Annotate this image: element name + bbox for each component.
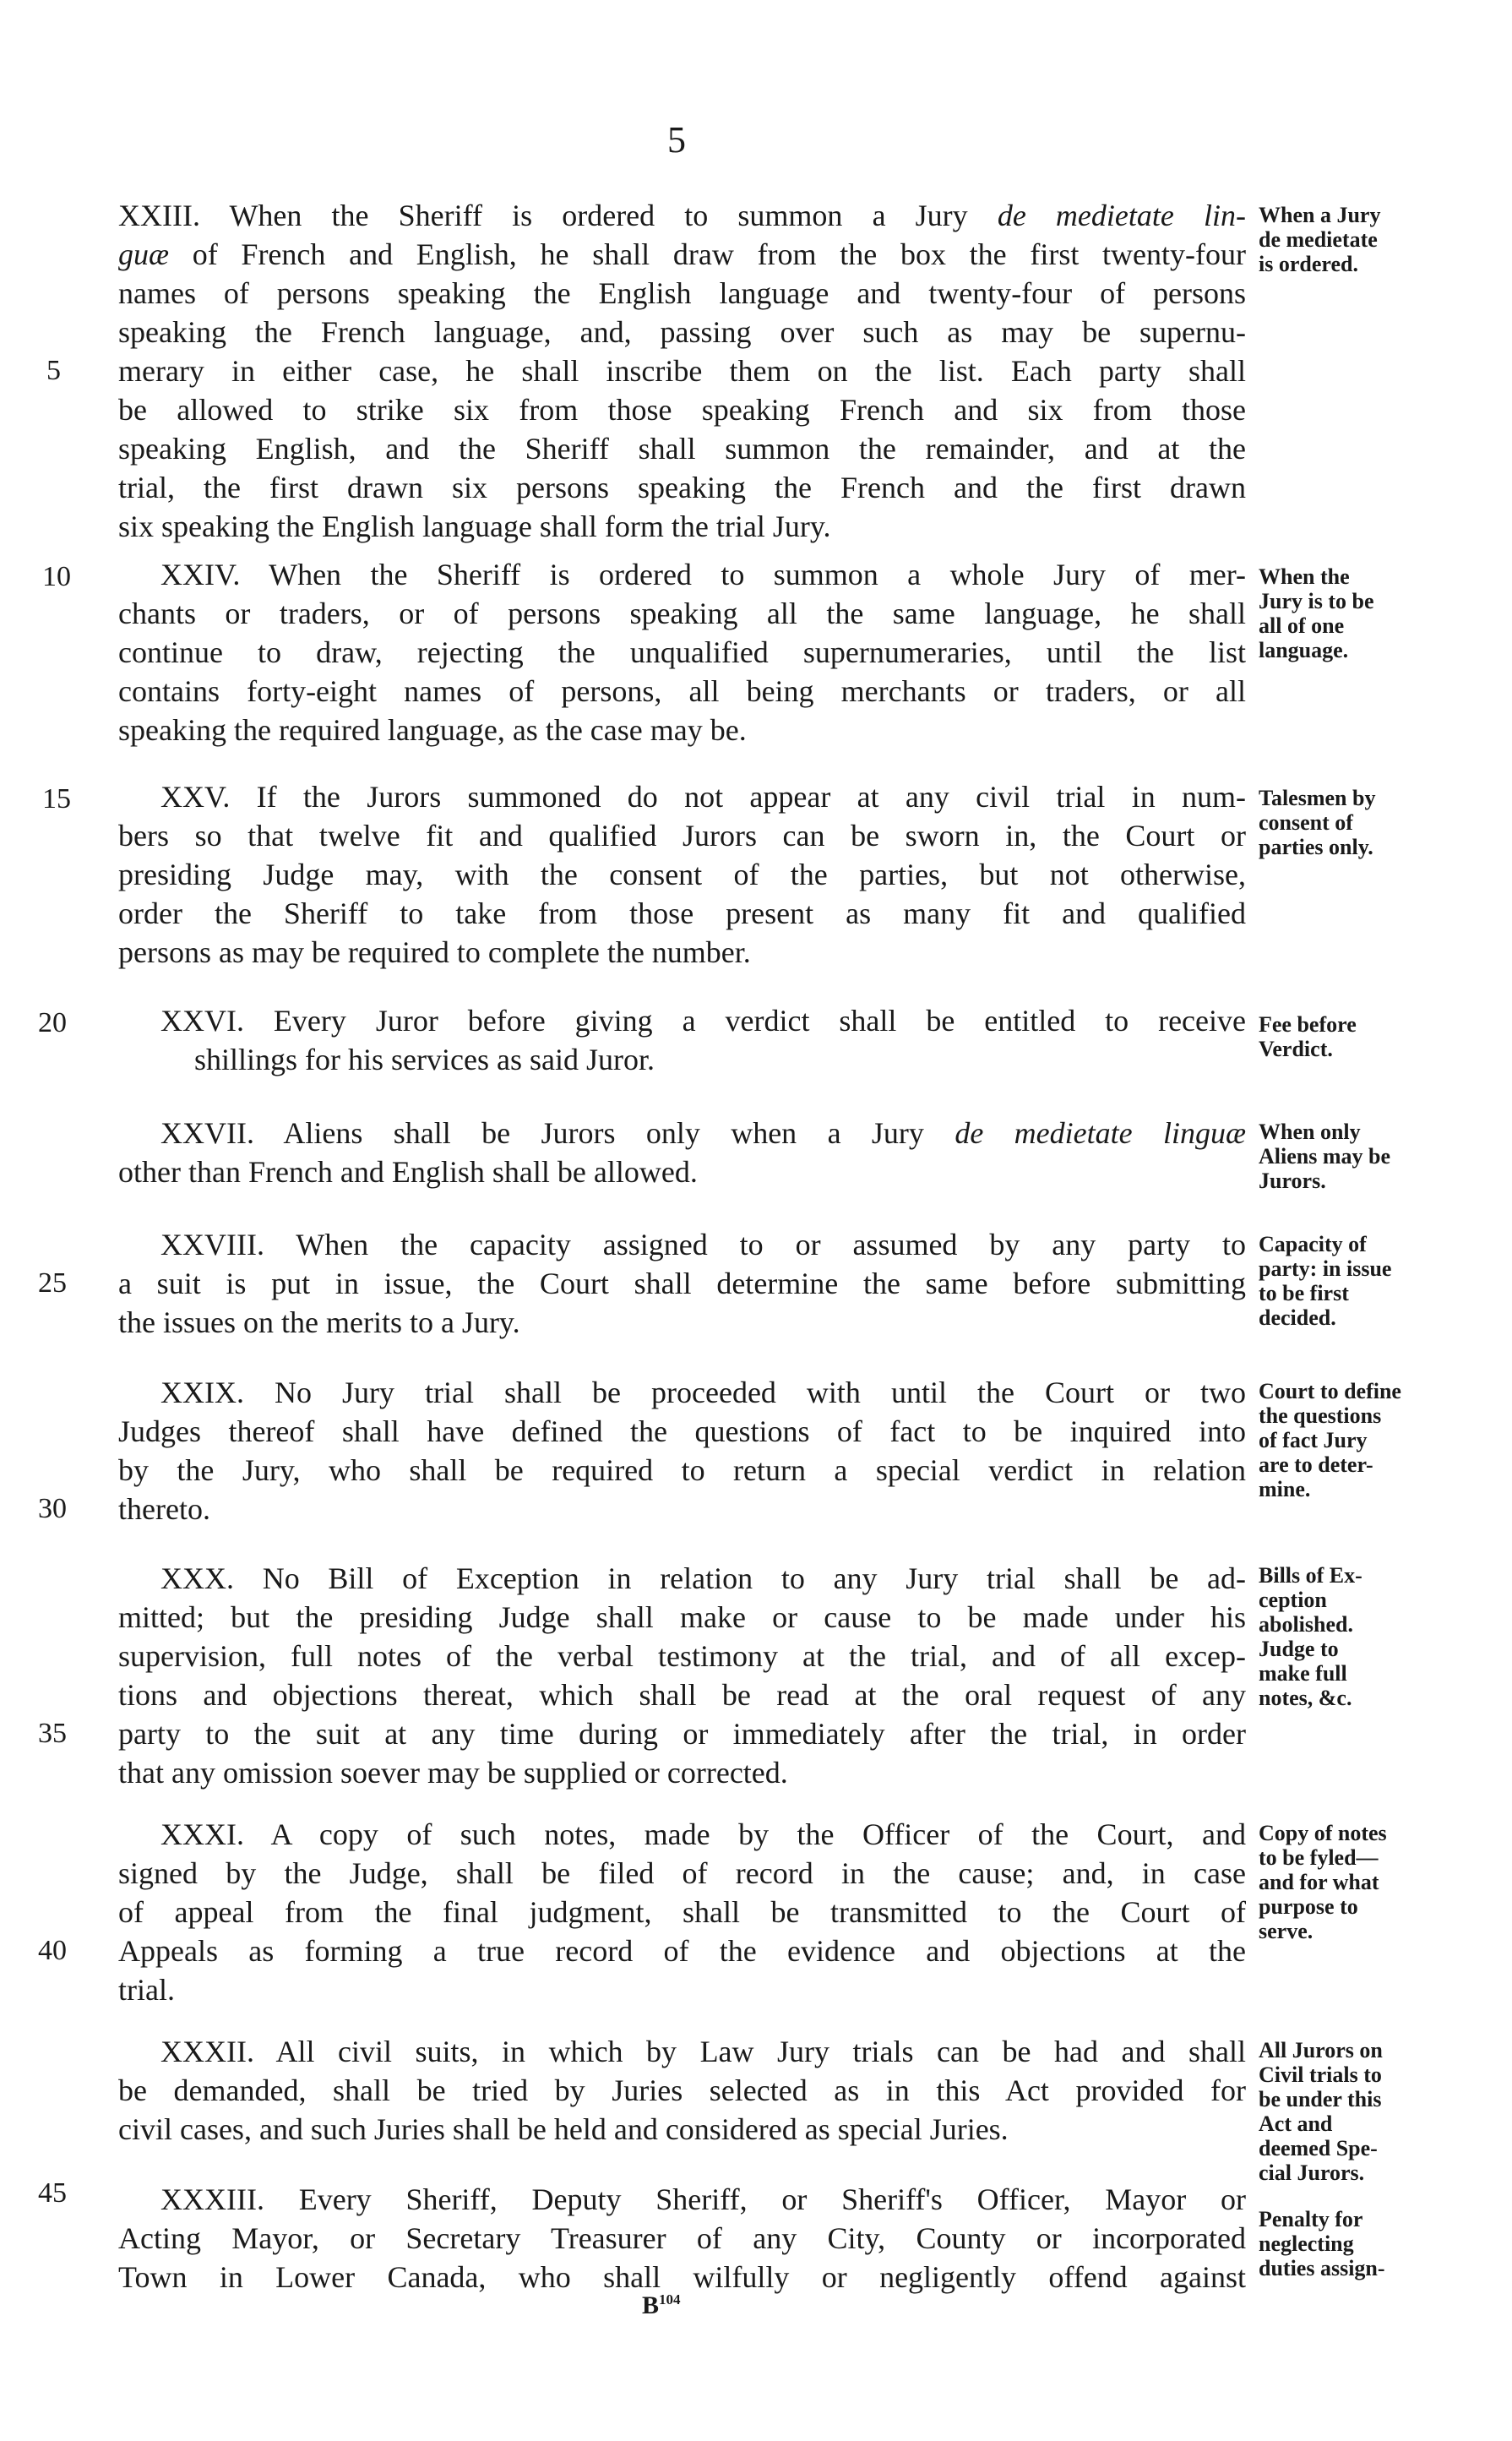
text-line: be demanded, shall be tried by Juries selected as in this Act provided for <box>118 2073 1246 2107</box>
marginal-note: Court to define the questions of fact Jury are to deter- mine. <box>1259 1379 1401 1501</box>
line-number: 30 <box>38 1493 67 1524</box>
marginal-note: When only Aliens may be Jurors. <box>1259 1120 1390 1193</box>
text-line: contains forty-eight names of persons, all being merchants or traders, or all <box>118 674 1246 708</box>
text-line: speaking the required language, as the case may be. <box>118 713 747 747</box>
text-line: other than French and English shall be allowed. <box>118 1155 698 1189</box>
text-line: XXXII. All civil suits, in which by Law Jury trials can be had and shall <box>160 2035 1246 2068</box>
text-line: speaking English, and the Sheriff shall summon the remainder, and at the <box>118 432 1246 466</box>
line-number: 5 <box>46 355 61 386</box>
marginal-note: All Jurors on Civil trials to be under this Act and deemed Spe- cial Jurors. <box>1259 2038 1383 2185</box>
marginal-note: When the Jury is to be all of one language. <box>1259 564 1374 662</box>
text-line: of appeal from the final judgment, shall be transmitted to the Court of <box>118 1895 1246 1929</box>
text-line: tions and objections thereat, which shall be read at the oral request of any <box>118 1678 1246 1712</box>
line-number: 40 <box>38 1935 67 1966</box>
text-line: signed by the Judge, shall be filed of record in the cause; and, in case <box>118 1856 1246 1890</box>
text-line: a suit is put in issue, the Court shall determine the same before submitting <box>118 1267 1246 1300</box>
text-line: XXIV. When the Sheriff is ordered to summon a whole Jury of mer- <box>160 558 1246 591</box>
line-number: 15 <box>42 783 71 815</box>
text-line: guæ of French and English, he shall draw from the box the first twenty-four <box>118 237 1246 271</box>
line-number: 10 <box>42 561 71 592</box>
text-line: XXXIII. Every Sheriff, Deputy Sheriff, or Sheriff's Officer, Mayor or <box>160 2182 1246 2216</box>
text-line: chants or traders, or of persons speaking all the same language, he shall <box>118 597 1246 630</box>
text-line: be allowed to strike six from those speaking French and six from those <box>118 393 1246 427</box>
text-line: trial. <box>118 1973 175 2007</box>
marginal-note: Copy of notes to be fyled— and for what purpose to serve. <box>1259 1821 1387 1943</box>
line-number: 25 <box>38 1267 67 1299</box>
text-line: presiding Judge may, with the consent of the parties, but not otherwise, <box>118 858 1246 891</box>
text-line: order the Sheriff to take from those present as many fit and qualified <box>118 896 1246 930</box>
marginal-note: Talesmen by consent of parties only. <box>1259 786 1376 859</box>
marginal-note: Penalty for neglecting duties assign- <box>1259 2207 1385 2280</box>
text-line: persons as may be required to complete the number. <box>118 935 751 969</box>
text-line: six speaking the English language shall form the trial Jury. <box>118 509 831 543</box>
text-line: the issues on the merits to a Jury. <box>118 1305 520 1339</box>
text-line: that any omission soever may be supplied or corrected. <box>118 1756 788 1790</box>
text-line: names of persons speaking the English language and twenty-four of persons <box>118 276 1246 310</box>
text-line: trial, the first drawn six persons speaking the French and the first drawn <box>118 471 1246 504</box>
text-line: XXIII. When the Sheriff is ordered to summon a Jury de medietate lin- <box>118 199 1246 232</box>
text-line: continue to draw, rejecting the unqualified supernumeraries, until the list <box>118 635 1246 669</box>
text-line: XXV. If the Jurors summoned do not appear at any civil trial in num- <box>160 780 1246 814</box>
text-line: XXVIII. When the capacity assigned to or assumed by any party to <box>160 1228 1246 1261</box>
marginal-note: Capacity of party: in issue to be first decided. <box>1259 1232 1392 1330</box>
text-line: party to the suit at any time during or immediately after the trial, in order <box>118 1717 1246 1751</box>
text-line: XXX. No Bill of Exception in relation to any Jury trial shall be ad- <box>160 1561 1246 1595</box>
signature-mark: $B^{104}$ <box>642 2291 681 2319</box>
line-number: 45 <box>38 2177 67 2209</box>
text-line: supervision, full notes of the verbal testimony at the trial, and of all excep- <box>118 1639 1246 1673</box>
text-line: bers so that twelve fit and qualified Jurors can be sworn in, the Court or <box>118 819 1246 853</box>
text-line: shillings for his services as said Juror. <box>194 1043 655 1076</box>
page-number: 5 <box>667 119 686 161</box>
text-line: Acting Mayor, or Secretary Treasurer of any City, County or incorporated <box>118 2221 1246 2255</box>
text-line: speaking the French language, and, passing over such as may be supernu- <box>118 315 1246 349</box>
text-line: civil cases, and such Juries shall be held and considered as special Juries. <box>118 2112 1009 2146</box>
text-line: thereto. <box>118 1492 210 1526</box>
text-line: merary in either case, he shall inscribe them on the list. Each party shall <box>118 354 1246 388</box>
text-line: XXVI. Every Juror before giving a verdict shall be entitled to receive <box>160 1004 1246 1038</box>
line-number: 35 <box>38 1718 67 1749</box>
marginal-note: Fee before Verdict. <box>1259 1012 1357 1061</box>
text-line: by the Jury, who shall be required to return a special verdict in relation <box>118 1453 1246 1487</box>
marginal-note: When a Jury de medietate is ordered. <box>1259 203 1381 276</box>
text-line: mitted; but the presiding Judge shall make or cause to be made under his <box>118 1600 1246 1634</box>
text-line: Judges thereof shall have defined the questions of fact to be inquired into <box>118 1414 1246 1448</box>
text-line: Town in Lower Canada, who shall wilfully or negligently offend against <box>118 2260 1246 2294</box>
text-line: XXIX. No Jury trial shall be proceeded with until the Court or two <box>160 1376 1246 1409</box>
text-line: Appeals as forming a true record of the evidence and objections at the <box>118 1934 1246 1968</box>
text-line: XXXI. A copy of such notes, made by the Officer of the Court, and <box>160 1817 1246 1851</box>
line-number: 20 <box>38 1007 67 1038</box>
marginal-note: Bills of Ex- ception abolished. Judge to make full notes, &c. <box>1259 1563 1362 1710</box>
text-line: XXVII. Aliens shall be Jurors only when a Jury de medietate linguæ <box>160 1116 1247 1150</box>
